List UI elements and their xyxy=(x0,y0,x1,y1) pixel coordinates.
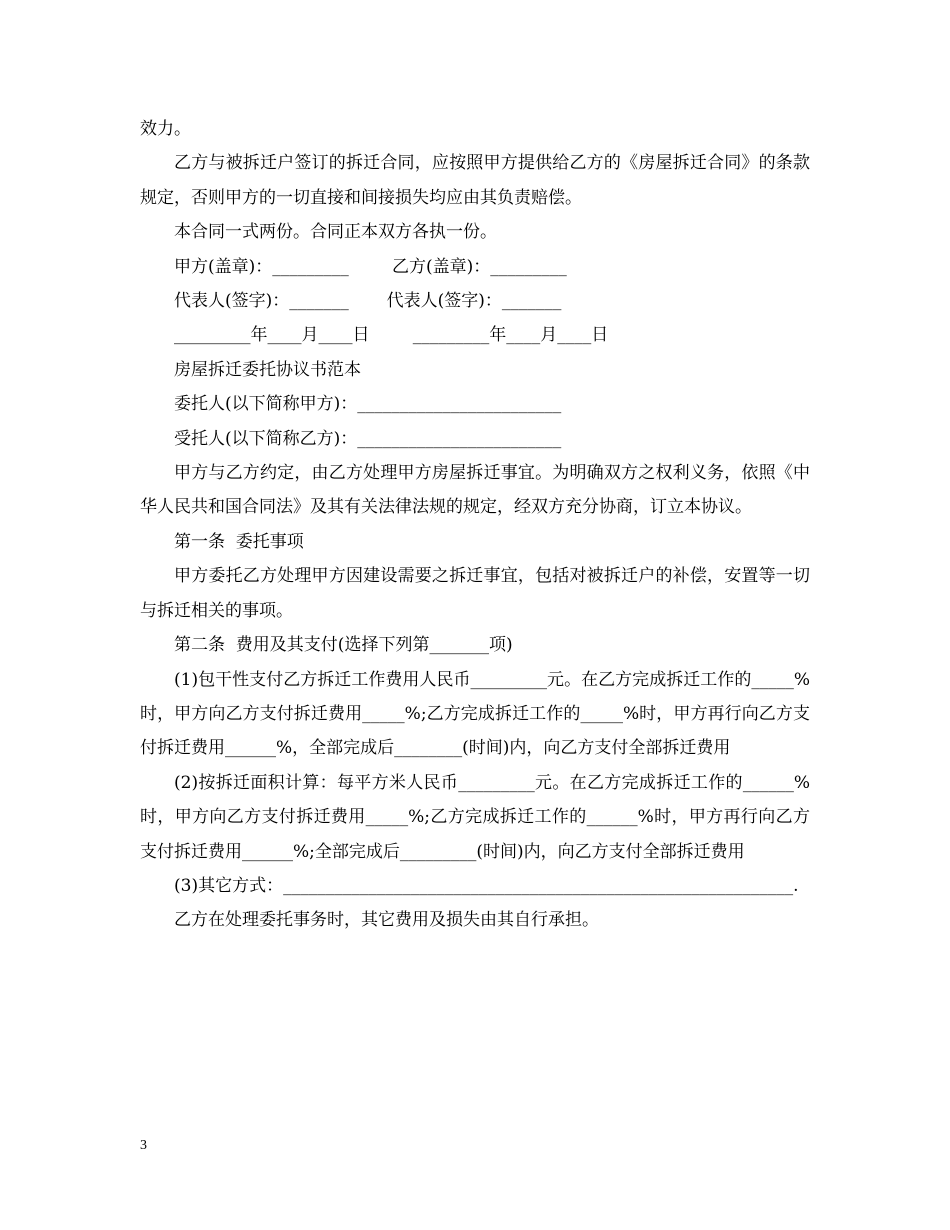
paragraph-contract-copies: 本合同一式两份。合同正本双方各执一份。 xyxy=(174,222,497,243)
paragraph-continuation: 效力。 xyxy=(140,119,191,139)
payment-option-one: (1)包干性支付乙方拆迁工作费用人民币_________元。在乙方完成拆迁工作的_____%时，甲方向乙方支付拆迁费用_____%;乙方完成拆迁工作的_____%时，甲方再行向乙方支付拆迁费用______%，全部完成后________(时间)内，向乙方支付全部拆迁费用 xyxy=(140,669,810,759)
signature-representative-line: 代表人(签字)：_______ 代表人(签字)：_______ xyxy=(174,291,562,312)
agreement-preamble: 甲方与乙方约定，由乙方处理甲方房屋拆迁事宜。为明确双方之权利义务，依照《中华人民共和国合同法》及其有关法律法规的规定，经双方充分协商，订立本协议。 xyxy=(140,463,810,518)
other-costs-paragraph: 乙方在处理委托事务时，其它费用及损失由其自行承担。 xyxy=(174,910,599,931)
payment-option-three: (3)其它方式：____________________________________________________________. xyxy=(174,875,799,896)
document-body xyxy=(140,112,810,938)
agent-line: 受托人(以下简称乙方)：________________________ xyxy=(174,428,562,449)
article-one-body: 甲方委托乙方处理甲方因建设需要之拆迁事宜，包括对被拆迁户的补偿，安置等一切与拆迁相关的事项。 xyxy=(140,566,810,621)
signature-seal-line: 甲方(盖章)：_________ 乙方(盖章)：_________ xyxy=(174,256,567,277)
payment-option-two: (2)按拆迁面积计算：每平方米人民币_________元。在乙方完成拆迁工作的______%时，甲方向乙方支付拆迁费用_____%;乙方完成拆迁工作的______%时，甲方再行向乙方支付拆迁费用______%;全部完成后_________(时间)内，向乙方支付全部拆迁费用 xyxy=(140,772,810,862)
article-one-heading: 第一条 委托事项 xyxy=(174,531,304,552)
page-number: 3 xyxy=(140,1138,147,1153)
agreement-title: 房屋拆迁委托协议书范本 xyxy=(174,359,361,380)
principal-line: 委托人(以下简称甲方)：________________________ xyxy=(174,394,562,415)
article-two-heading: 第二条 费用及其支付(选择下列第_______项) xyxy=(174,635,513,656)
signature-date-line: _________年____月____日 _________年____月____日 xyxy=(174,325,609,346)
paragraph-demolition-contract-terms: 乙方与被拆迁户签订的拆迁合同，应按照甲方提供给乙方的《房屋拆迁合同》的条款规定，否则甲方的一切直接和间接损失均应由其负责赔偿。 xyxy=(140,153,810,208)
